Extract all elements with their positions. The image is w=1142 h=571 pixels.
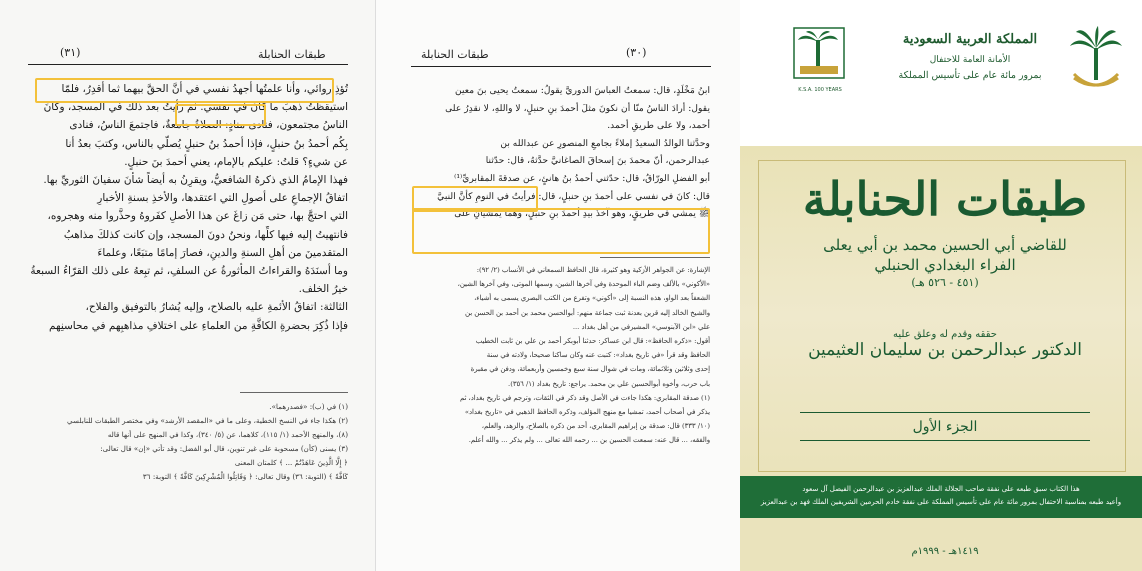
body-line: عن شيءٍ؟ قلتُ: عليكم بالإمام، يعني أحمدَ بنَ حنبلٍ. <box>124 155 348 168</box>
centenary-seal-icon <box>792 26 846 88</box>
dedication-band <box>740 476 1142 518</box>
palm-swords-emblem-icon <box>1068 26 1124 96</box>
footnotes <box>410 263 710 448</box>
body-line: قال: كانَ في نفسي على أحمدَ بنِ حنبلٍ، قال: فرأيتُ في النومِ كأنَّ النبيَّ <box>437 190 710 202</box>
footnotes <box>28 400 348 484</box>
body-line: وما أسنَدَهُ والقراءاتُ المأثورةُ عن السلفِ، ثم تبِعهُ على ذلك القرّاءُ السبعةُ <box>30 265 348 278</box>
dedication-line-1: هذا الكتاب سبق طبعه على نفقة صاحب الجلالة الملك عبدالعزيز بن عبدالرحمن الفيصل آل سعود <box>802 485 1080 493</box>
page-number: (٣٠) <box>626 46 647 59</box>
footnote-line: الإشارة: عن الجواهر الأزكية وهو كثيرة، قال الحافظ السمعاني في الأنساب (٢/ ٩٢): <box>476 266 710 274</box>
footnote-line: أقول: «ذكره الحافظ»: قال ابن عساكر: حدثنا أبوبكر أحمد بن علي بن ثابت الخطيب <box>475 337 710 346</box>
volume-label: الجزء الأول <box>912 419 978 435</box>
body-line: يقول: أرادَ الناسُ منّا أن نكونَ مثلَ أحمدَ بنِ حنبلٍ، لا واللهِ، لا نقدِرُ على <box>445 102 710 114</box>
publication-date: ١٤١٩هـ - ١٩٩٩م <box>911 546 979 557</box>
footnote-line: والفقه، ... قال عنه: سمعت الحسين بن ... رحمه الله تعالى ... ولم يذكر ... والله أعلم. <box>468 436 710 445</box>
body-line: خيرُ الخلف. <box>298 283 348 296</box>
body-line: التي احتجَّ بها، حتى مَن زاغَ عن هذا الأصلِ كفَروهُ وحذَّروا منه وهجروه، <box>47 210 348 223</box>
footnote-line: كَافَّةً ﴾ (التوبة: ٣٦) وقال تعالى: ﴿ وَقَاتِلُوا الْمُشْرِكِينَ كَافَّةً ﴾ التوبة: ٣٦ <box>142 472 348 481</box>
body-line: بِكُم أحمدُ بنُ حنبلٍ، فإذا أحمدُ بنُ حنبلٍ يُصلّي بالناس، وكتبَ بعدُ أنا <box>65 137 348 150</box>
footnote-line: (١٠/ ٣٣٣) قال: صدقة بن إبراهيم المقابري، أحد من ذكره بالصلاح، والزهد، والعلم، <box>481 422 710 431</box>
footnote-line: والشيخ الخالد إليه قرين بعدنة ثبت جماعة منهم: أبوالحسن محمد بن أحمد بن الحسن بن <box>465 308 710 317</box>
footnote-line: علي «ابن الآبنوسي» المشيرفي من أهل بغداد ... <box>572 322 710 331</box>
footnote-line: (١) صدقة المقابري: هكذا جاءت في الأصل وقد ذكر في الثقات، وترجم في تاريخ بغداد، ثم <box>459 393 710 402</box>
footnote-line: يذكر في أصحاب أحمد، تمشيا مع منهج المؤلف، وذكره الحافظ الذهبي في «تاريخ بغداد» <box>464 408 710 417</box>
body-line: فإذا ذُكِرَ بحضرةِ الكافَّةِ من العلماءِ على اختلافِ مذاهبِهم في محاسنِهم <box>49 319 348 332</box>
running-header: طبقات الحنابلة <box>258 48 326 61</box>
highlight-box <box>412 208 710 254</box>
footnote-line: (٢) هكذا جاء في النسخ الخطية، وعلى ما في «المقصد الأرشد» وفي مختصر الطبقات للنابلسي <box>67 416 348 425</box>
running-header: طبقات الحنابلة <box>421 48 489 61</box>
highlight-box <box>35 78 334 103</box>
agency-name: الأمانة العامة للاحتفال <box>929 55 1011 65</box>
body-line: عبدالرحمن، أنّ محمدَ بنَ إسحاقَ الصاغانيَّ حدَّثهُ، قال: حدّثنا <box>485 155 710 167</box>
footnote-rule <box>600 257 710 258</box>
body-line: فهذا الإمامُ الذي ذكرهُ الشافعيُّ، ويقرِنُ به أيضاً شأنَ سفيانَ الثوريِّ بها. <box>43 174 348 187</box>
body-line: اتفاقُ الإجماعِ على أصولِ التي اعتقدها، والأخذِ بسنةِ الأخبارِ <box>97 192 348 205</box>
body-line: ابنُ مَخْلَدٍ، قال: سمعتُ العباسَ الدوريَّ يقولُ: سمعتُ يحيى بنَ معين <box>455 85 710 96</box>
kingdom-name: المملكة العربية السعودية <box>902 32 1038 47</box>
footnote-line: ﴿ إِلَّا الَّذِينَ عَاهَدْتُمْ ... ﴾ كلمتان المعنى <box>234 458 348 467</box>
footnote-line: إحدى وثلاثين وثلاثمائة، ومات في شوال سنة سبع وخمسين وأربعمائة، ودفن في مقبرة <box>470 365 710 374</box>
body-line: استيقظتُ ذهبَ ما كانَ في نفسي. ثم رأيتُ بعد ذلك في المسجد، وكانَ <box>43 101 348 114</box>
body-line: أبو الفضلِ الورّاقُ، قال: حدّثني أحمدُ بنُ هانئٍ، عن صدقةَ المقابريِّ⁽¹⁾ <box>454 172 710 184</box>
body-line: الثالثة: اتفاقُ الأئمةِ عليه بالصلاح، وإليه يُشارُ بالتوفيق والفلاح، <box>85 301 348 314</box>
header-rule <box>411 66 711 67</box>
highlight-box <box>175 104 266 126</box>
footnote-line: الحافظ وقد قرأ «في تاريخ بغداد»: كتبت عنه وكان ساكنا صحيحا، ولادته في سنة <box>486 351 710 360</box>
footnote-line: الشعفاً بعد الواو، هذه النسبة إلى «أكوني» وتفرع من الكتب البصري يسمى به أشياء، <box>474 294 710 303</box>
book-cover <box>740 0 1142 571</box>
body-line: تُؤذِ روائي، وأنا علمتُها أجهدُ نفسي في أنَّ الحقَّ بيهما ثما أقدِرُ، فلمّا <box>61 83 348 95</box>
footnote-line: باب حرب، وأخوه أبوالحسين علي بن محمد. يراجع: تاريخ بغداد (١/ ٣٥٦). <box>508 379 710 388</box>
page-number: (٣١) <box>60 46 81 59</box>
body-line: ﷺ يمشي في طريقٍ، وهو آخذٌ بيدِ أحمدَ بنِ حنبلٍ، وهما يمشيانِ على <box>454 208 710 220</box>
editor-name: الدكتور عبدالرحمن بن سليمان العثيمين <box>808 340 1082 360</box>
seal-text: K.S.A. 100 YEARS <box>798 87 842 93</box>
footnote-line: (١) في (ب): «فصدرهما». <box>269 402 348 411</box>
body-line: فانتهيتُ إليه فيها كلِّها، ونحنُ دونَ المسجد، وإن كانت كذلكَ مذاهبُ <box>63 228 348 241</box>
centenary-text: بمرور مائة عام على تأسيس المملكة <box>898 70 1042 81</box>
author-line-1: للقاضي أبي الحسين محمد بن أبي يعلى <box>823 236 1067 254</box>
header-rule <box>28 64 348 65</box>
author-years: (٤٥١ - ٥٢٦ هـ) <box>911 276 979 289</box>
footnote-line: (٨)، والمنهج الأحمد (١/ ١١٥)، كلاهما، عن (٥/ ٣٤٠)، وكذا في المنهج على أنها قاله <box>107 430 348 439</box>
footnote-line: (٣) يسنى (كأن) مسحوبة على غير تنوين، قال أبو الفضل: وقد تأتي «إن» قال تعالى: <box>100 444 348 453</box>
body-line: المتقدمينَ من أهلِ السنةِ والدينِ، فصارَ إمامًا متبَعًا، وعلماءَ <box>97 246 348 259</box>
footnote-line: «الأكوني» بالألف وضم الباء الموحدة وفي آخرها الشين، وسمها الموتى، وفي آخرها الشين، <box>457 280 710 289</box>
body-line: وحدَّثنا الوالدُ السعيدُ إملاءً بجامعِ المنصورِ عن عبدالله بن <box>500 137 710 149</box>
book-title: طبقات الحنابلة <box>802 172 1088 226</box>
body-line: أحمد، ولا على طريقِ أحمد. <box>607 120 710 132</box>
dedication-line-2: وأعيد طبعه بمناسبة الاحتفال بمرور مائة عام على تأسيس المملكة على نفقة خادم الحرمين الشريفين الملك فهد بن عبدالعزيز <box>760 498 1122 506</box>
edited-by: حققه وقدم له وعلق عليه <box>893 329 997 340</box>
body-line: الناسُ مجتمعون، فنادى منادٍ: الصلاةُ جامعةٌ، فاجتمعَ الناسُ، فنادى <box>69 119 348 132</box>
footnote-rule <box>240 392 348 393</box>
author-line-2: الفراء البغدادي الحنبلي <box>874 256 1016 274</box>
